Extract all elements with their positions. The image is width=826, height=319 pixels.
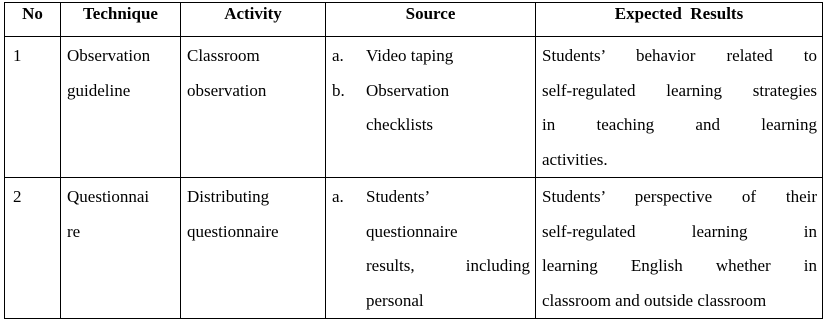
activity-cell (181, 178, 326, 319)
row-number: 1 (5, 37, 61, 178)
expected-line: activities. (542, 149, 608, 169)
activity-line: Distributing (187, 187, 270, 206)
expected-line: learning English whether in (542, 256, 817, 275)
source-item-text: questionnaire (366, 221, 458, 241)
technique-cell (61, 178, 181, 319)
source-item-text: Students’ (366, 187, 431, 206)
header-technique: Technique (61, 3, 181, 37)
activity-line: questionnaire (187, 221, 279, 241)
expected-line: self-regulated learning in (542, 221, 817, 241)
expected-line: Students’ behavior related to (542, 46, 817, 65)
expected-line: in teaching and learning (542, 115, 817, 134)
expected-line: classroom and outside classroom (542, 290, 767, 310)
activity-line: observation (187, 80, 267, 100)
header-source: Source (326, 3, 536, 37)
source-item-text: Observation (366, 80, 450, 100)
source-item-text: results, including (366, 256, 530, 275)
table-header-row (5, 3, 823, 37)
table-row (5, 37, 823, 178)
source-item-text: checklists (366, 115, 434, 134)
source-item-text: Video taping (366, 46, 454, 65)
technique-line: Observation (67, 46, 151, 65)
methods-table (4, 2, 823, 319)
expected-cell (536, 178, 823, 319)
row-number: 2 (5, 178, 61, 319)
technique-line: re (67, 221, 81, 241)
expected-cell (536, 37, 823, 178)
source-item-letter: b. (332, 80, 345, 100)
expected-line: self-regulated learning strategies (542, 80, 817, 100)
source-item-letter: a. (332, 46, 344, 65)
source-cell (326, 37, 536, 178)
source-list (332, 39, 530, 143)
header-no: No (5, 3, 61, 37)
header-expected-results: Expected Results (536, 3, 823, 37)
source-list (332, 180, 530, 318)
expected-line: Students’ perspective of their (542, 187, 817, 206)
source-item (332, 180, 530, 318)
technique-line: guideline (67, 80, 131, 100)
header-activity: Activity (181, 3, 326, 37)
table-row (5, 178, 823, 319)
technique-cell (61, 37, 181, 178)
source-item (332, 39, 530, 74)
source-item-text-block (366, 74, 530, 143)
activity-cell (181, 37, 326, 178)
source-item-text: personal (366, 290, 424, 310)
activity-line: Classroom (187, 46, 260, 65)
source-item-text-block (366, 180, 530, 318)
source-item-letter: a. (332, 187, 344, 206)
source-item (332, 74, 530, 143)
source-cell (326, 178, 536, 319)
technique-line: Questionnai (67, 187, 150, 206)
